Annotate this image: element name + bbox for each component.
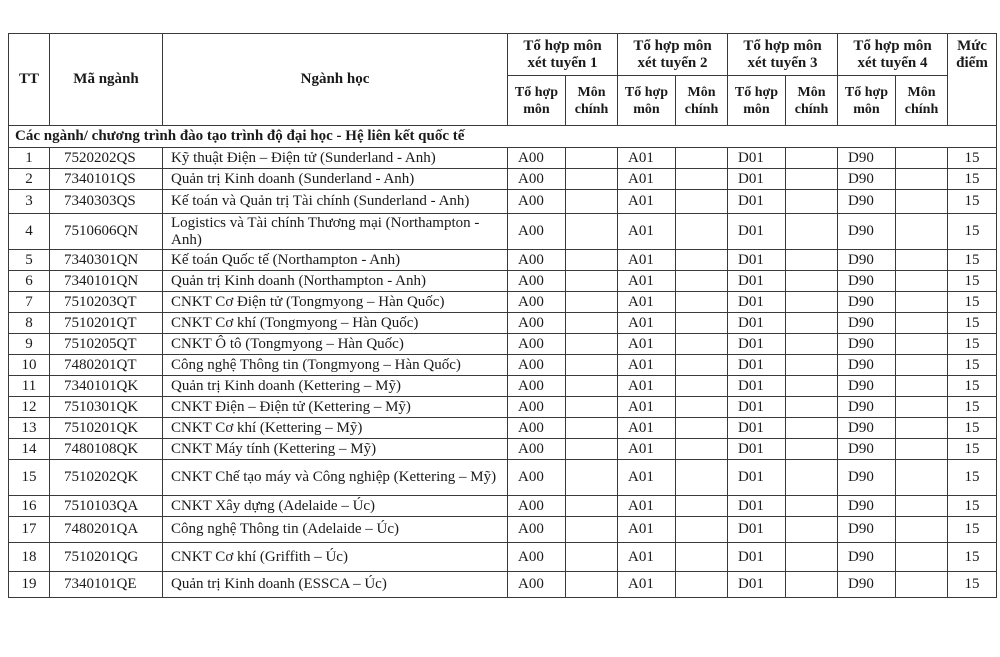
row-code: 7510205QT bbox=[50, 334, 163, 355]
row-combo-2: A01 bbox=[618, 313, 676, 334]
row-main-1 bbox=[566, 169, 618, 190]
row-combo-2: A01 bbox=[618, 148, 676, 169]
row-main-3 bbox=[786, 334, 838, 355]
row-code: 7340303QS bbox=[50, 190, 163, 214]
row-tt: 17 bbox=[9, 517, 50, 543]
header-score: Mức điểm bbox=[948, 34, 997, 126]
row-combo-3: D01 bbox=[728, 496, 786, 517]
row-name: Logistics và Tài chính Thương mại (Northampton - Anh) bbox=[163, 214, 508, 250]
row-combo-3: D01 bbox=[728, 397, 786, 418]
row-main-3 bbox=[786, 517, 838, 543]
row-main-4 bbox=[896, 496, 948, 517]
row-combo-4: D90 bbox=[838, 292, 896, 313]
row-main-3 bbox=[786, 418, 838, 439]
row-code: 7510103QA bbox=[50, 496, 163, 517]
row-main-4 bbox=[896, 214, 948, 250]
row-combo-1: A00 bbox=[508, 271, 566, 292]
row-code: 7340101QN bbox=[50, 271, 163, 292]
row-score: 15 bbox=[948, 397, 997, 418]
row-main-2 bbox=[676, 376, 728, 397]
row-combo-3: D01 bbox=[728, 169, 786, 190]
row-score: 15 bbox=[948, 250, 997, 271]
row-combo-1: A00 bbox=[508, 355, 566, 376]
header-combo-3: Tổ hợp môn xét tuyển 3 bbox=[728, 34, 838, 76]
row-tt: 19 bbox=[9, 572, 50, 598]
row-main-4 bbox=[896, 517, 948, 543]
row-main-2 bbox=[676, 169, 728, 190]
table-row bbox=[9, 271, 997, 292]
row-name: Kế toán Quốc tế (Northampton - Anh) bbox=[163, 250, 508, 271]
row-main-1 bbox=[566, 572, 618, 598]
row-combo-2: A01 bbox=[618, 292, 676, 313]
row-combo-4: D90 bbox=[838, 460, 896, 496]
row-code: 7510201QT bbox=[50, 313, 163, 334]
row-main-3 bbox=[786, 460, 838, 496]
row-code: 7480201QT bbox=[50, 355, 163, 376]
row-combo-1: A00 bbox=[508, 517, 566, 543]
row-combo-2: A01 bbox=[618, 271, 676, 292]
row-main-2 bbox=[676, 418, 728, 439]
row-name: CNKT Máy tính (Kettering – Mỹ) bbox=[163, 439, 508, 460]
row-combo-4: D90 bbox=[838, 543, 896, 572]
row-combo-4: D90 bbox=[838, 418, 896, 439]
row-combo-1: A00 bbox=[508, 169, 566, 190]
row-combo-3: D01 bbox=[728, 334, 786, 355]
row-main-4 bbox=[896, 460, 948, 496]
row-score: 15 bbox=[948, 418, 997, 439]
row-tt: 6 bbox=[9, 271, 50, 292]
row-combo-2: A01 bbox=[618, 572, 676, 598]
row-main-1 bbox=[566, 190, 618, 214]
row-combo-4: D90 bbox=[838, 355, 896, 376]
table-row bbox=[9, 148, 997, 169]
row-combo-4: D90 bbox=[838, 313, 896, 334]
row-name: Quản trị Kinh doanh (Northampton - Anh) bbox=[163, 271, 508, 292]
table-row bbox=[9, 460, 997, 496]
row-main-2 bbox=[676, 439, 728, 460]
table-row bbox=[9, 292, 997, 313]
row-code: 7480108QK bbox=[50, 439, 163, 460]
table-row bbox=[9, 517, 997, 543]
table-row bbox=[9, 572, 997, 598]
header-combo-2: Tổ hợp môn xét tuyển 2 bbox=[618, 34, 728, 76]
header-combo-1: Tổ hợp môn xét tuyển 1 bbox=[508, 34, 618, 76]
row-combo-2: A01 bbox=[618, 543, 676, 572]
table-row bbox=[9, 355, 997, 376]
row-combo-1: A00 bbox=[508, 543, 566, 572]
row-name: Công nghệ Thông tin (Tongmyong – Hàn Quốc) bbox=[163, 355, 508, 376]
row-code: 7510301QK bbox=[50, 397, 163, 418]
row-main-4 bbox=[896, 439, 948, 460]
row-combo-2: A01 bbox=[618, 250, 676, 271]
row-main-4 bbox=[896, 418, 948, 439]
row-main-1 bbox=[566, 334, 618, 355]
row-main-3 bbox=[786, 313, 838, 334]
row-name: Quản trị Kinh doanh (ESSCA – Úc) bbox=[163, 572, 508, 598]
row-main-2 bbox=[676, 460, 728, 496]
row-main-1 bbox=[566, 517, 618, 543]
row-combo-2: A01 bbox=[618, 397, 676, 418]
row-code: 7340101QK bbox=[50, 376, 163, 397]
row-main-2 bbox=[676, 148, 728, 169]
row-combo-2: A01 bbox=[618, 376, 676, 397]
row-tt: 3 bbox=[9, 190, 50, 214]
row-score: 15 bbox=[948, 543, 997, 572]
row-tt: 10 bbox=[9, 355, 50, 376]
row-main-3 bbox=[786, 214, 838, 250]
row-combo-3: D01 bbox=[728, 572, 786, 598]
header-name: Ngành học bbox=[163, 34, 508, 126]
row-combo-4: D90 bbox=[838, 214, 896, 250]
row-main-2 bbox=[676, 250, 728, 271]
row-main-4 bbox=[896, 572, 948, 598]
admission-table bbox=[8, 33, 997, 598]
row-score: 15 bbox=[948, 169, 997, 190]
row-combo-2: A01 bbox=[618, 169, 676, 190]
row-combo-3: D01 bbox=[728, 271, 786, 292]
row-main-2 bbox=[676, 292, 728, 313]
row-combo-2: A01 bbox=[618, 214, 676, 250]
row-score: 15 bbox=[948, 517, 997, 543]
row-combo-4: D90 bbox=[838, 439, 896, 460]
row-combo-3: D01 bbox=[728, 418, 786, 439]
row-score: 15 bbox=[948, 376, 997, 397]
header-sub-main-4: Môn chính bbox=[896, 76, 948, 126]
header-sub-combo-4: Tổ hợp môn bbox=[838, 76, 896, 126]
row-combo-1: A00 bbox=[508, 313, 566, 334]
row-code: 7510606QN bbox=[50, 214, 163, 250]
row-tt: 15 bbox=[9, 460, 50, 496]
row-combo-1: A00 bbox=[508, 292, 566, 313]
row-combo-3: D01 bbox=[728, 517, 786, 543]
row-score: 15 bbox=[948, 439, 997, 460]
row-name: CNKT Điện – Điện tử (Kettering – Mỹ) bbox=[163, 397, 508, 418]
row-combo-3: D01 bbox=[728, 355, 786, 376]
row-tt: 5 bbox=[9, 250, 50, 271]
table-row bbox=[9, 214, 997, 250]
row-main-2 bbox=[676, 572, 728, 598]
row-score: 15 bbox=[948, 271, 997, 292]
row-main-3 bbox=[786, 543, 838, 572]
row-main-3 bbox=[786, 169, 838, 190]
row-code: 7340101QS bbox=[50, 169, 163, 190]
header-tt: TT bbox=[9, 34, 50, 126]
row-combo-2: A01 bbox=[618, 496, 676, 517]
row-main-4 bbox=[896, 543, 948, 572]
row-name: Quản trị Kinh doanh (Kettering – Mỹ) bbox=[163, 376, 508, 397]
row-code: 7520202QS bbox=[50, 148, 163, 169]
row-combo-2: A01 bbox=[618, 460, 676, 496]
row-combo-2: A01 bbox=[618, 190, 676, 214]
row-main-1 bbox=[566, 418, 618, 439]
row-combo-3: D01 bbox=[728, 190, 786, 214]
row-main-1 bbox=[566, 148, 618, 169]
row-main-2 bbox=[676, 190, 728, 214]
row-name: CNKT Cơ khí (Kettering – Mỹ) bbox=[163, 418, 508, 439]
row-tt: 4 bbox=[9, 214, 50, 250]
row-name: CNKT Ô tô (Tongmyong – Hàn Quốc) bbox=[163, 334, 508, 355]
row-score: 15 bbox=[948, 572, 997, 598]
table-row bbox=[9, 376, 997, 397]
row-code: 7510203QT bbox=[50, 292, 163, 313]
row-score: 15 bbox=[948, 214, 997, 250]
row-combo-2: A01 bbox=[618, 517, 676, 543]
table-body bbox=[9, 126, 997, 598]
row-name: CNKT Cơ khí (Griffith – Úc) bbox=[163, 543, 508, 572]
row-score: 15 bbox=[948, 148, 997, 169]
row-main-3 bbox=[786, 355, 838, 376]
header-row-groups bbox=[9, 34, 997, 76]
row-score: 15 bbox=[948, 334, 997, 355]
section-title: Các ngành/ chương trình đào tạo trình độ đại học - Hệ liên kết quốc tế bbox=[9, 126, 997, 148]
header-combo-4: Tổ hợp môn xét tuyển 4 bbox=[838, 34, 948, 76]
row-combo-1: A00 bbox=[508, 250, 566, 271]
row-main-2 bbox=[676, 271, 728, 292]
row-combo-1: A00 bbox=[508, 572, 566, 598]
row-combo-1: A00 bbox=[508, 190, 566, 214]
row-name: CNKT Cơ khí (Tongmyong – Hàn Quốc) bbox=[163, 313, 508, 334]
row-code: 7510201QK bbox=[50, 418, 163, 439]
row-main-4 bbox=[896, 397, 948, 418]
row-combo-1: A00 bbox=[508, 397, 566, 418]
row-combo-1: A00 bbox=[508, 460, 566, 496]
row-combo-2: A01 bbox=[618, 418, 676, 439]
row-combo-4: D90 bbox=[838, 376, 896, 397]
row-combo-1: A00 bbox=[508, 214, 566, 250]
row-combo-2: A01 bbox=[618, 439, 676, 460]
row-main-3 bbox=[786, 376, 838, 397]
row-combo-3: D01 bbox=[728, 148, 786, 169]
row-main-3 bbox=[786, 439, 838, 460]
row-main-3 bbox=[786, 148, 838, 169]
row-combo-3: D01 bbox=[728, 460, 786, 496]
row-main-4 bbox=[896, 250, 948, 271]
row-main-2 bbox=[676, 517, 728, 543]
header-sub-combo-2: Tổ hợp môn bbox=[618, 76, 676, 126]
row-main-4 bbox=[896, 292, 948, 313]
row-tt: 8 bbox=[9, 313, 50, 334]
row-combo-4: D90 bbox=[838, 190, 896, 214]
row-main-4 bbox=[896, 169, 948, 190]
row-combo-4: D90 bbox=[838, 250, 896, 271]
row-main-2 bbox=[676, 313, 728, 334]
row-combo-1: A00 bbox=[508, 439, 566, 460]
row-combo-4: D90 bbox=[838, 397, 896, 418]
row-main-2 bbox=[676, 543, 728, 572]
row-combo-1: A00 bbox=[508, 376, 566, 397]
table-row bbox=[9, 543, 997, 572]
row-combo-3: D01 bbox=[728, 250, 786, 271]
row-main-1 bbox=[566, 355, 618, 376]
row-combo-4: D90 bbox=[838, 572, 896, 598]
row-main-2 bbox=[676, 355, 728, 376]
row-main-4 bbox=[896, 313, 948, 334]
header-sub-combo-3: Tổ hợp môn bbox=[728, 76, 786, 126]
row-main-1 bbox=[566, 214, 618, 250]
row-tt: 12 bbox=[9, 397, 50, 418]
row-combo-3: D01 bbox=[728, 543, 786, 572]
row-main-4 bbox=[896, 190, 948, 214]
row-main-3 bbox=[786, 271, 838, 292]
row-main-1 bbox=[566, 496, 618, 517]
row-combo-2: A01 bbox=[618, 355, 676, 376]
row-code: 7510202QK bbox=[50, 460, 163, 496]
row-score: 15 bbox=[948, 313, 997, 334]
row-main-3 bbox=[786, 250, 838, 271]
header-sub-combo-1: Tổ hợp môn bbox=[508, 76, 566, 126]
table-row bbox=[9, 418, 997, 439]
table-row bbox=[9, 190, 997, 214]
row-tt: 11 bbox=[9, 376, 50, 397]
row-score: 15 bbox=[948, 190, 997, 214]
header-code: Mã ngành bbox=[50, 34, 163, 126]
row-combo-4: D90 bbox=[838, 169, 896, 190]
row-main-3 bbox=[786, 397, 838, 418]
table-row bbox=[9, 397, 997, 418]
table-row bbox=[9, 169, 997, 190]
row-combo-1: A00 bbox=[508, 496, 566, 517]
row-combo-3: D01 bbox=[728, 292, 786, 313]
row-main-4 bbox=[896, 355, 948, 376]
row-tt: 1 bbox=[9, 148, 50, 169]
table-row bbox=[9, 250, 997, 271]
row-tt: 7 bbox=[9, 292, 50, 313]
row-main-3 bbox=[786, 190, 838, 214]
row-score: 15 bbox=[948, 496, 997, 517]
row-main-2 bbox=[676, 397, 728, 418]
table-row bbox=[9, 496, 997, 517]
row-main-4 bbox=[896, 148, 948, 169]
row-main-4 bbox=[896, 334, 948, 355]
row-main-1 bbox=[566, 250, 618, 271]
row-combo-3: D01 bbox=[728, 376, 786, 397]
row-main-4 bbox=[896, 376, 948, 397]
header-sub-main-3: Môn chính bbox=[786, 76, 838, 126]
row-main-3 bbox=[786, 292, 838, 313]
row-combo-1: A00 bbox=[508, 148, 566, 169]
row-code: 7510201QG bbox=[50, 543, 163, 572]
row-tt: 9 bbox=[9, 334, 50, 355]
row-score: 15 bbox=[948, 460, 997, 496]
row-main-1 bbox=[566, 543, 618, 572]
row-name: CNKT Chế tạo máy và Công nghiệp (Kettering – Mỹ) bbox=[163, 460, 508, 496]
row-combo-3: D01 bbox=[728, 214, 786, 250]
row-main-1 bbox=[566, 271, 618, 292]
row-main-1 bbox=[566, 313, 618, 334]
row-main-2 bbox=[676, 496, 728, 517]
row-combo-1: A00 bbox=[508, 334, 566, 355]
row-code: 7340101QE bbox=[50, 572, 163, 598]
row-code: 7480201QA bbox=[50, 517, 163, 543]
row-tt: 18 bbox=[9, 543, 50, 572]
row-main-1 bbox=[566, 376, 618, 397]
row-name: Kỹ thuật Điện – Điện tử (Sunderland - Anh) bbox=[163, 148, 508, 169]
row-main-1 bbox=[566, 460, 618, 496]
row-tt: 16 bbox=[9, 496, 50, 517]
row-score: 15 bbox=[948, 355, 997, 376]
row-main-1 bbox=[566, 439, 618, 460]
table-row bbox=[9, 334, 997, 355]
row-name: Kế toán và Quản trị Tài chính (Sunderland - Anh) bbox=[163, 190, 508, 214]
row-score: 15 bbox=[948, 292, 997, 313]
row-combo-2: A01 bbox=[618, 334, 676, 355]
row-name: CNKT Xây dựng (Adelaide – Úc) bbox=[163, 496, 508, 517]
header-sub-main-2: Môn chính bbox=[676, 76, 728, 126]
table-row bbox=[9, 313, 997, 334]
row-name: Công nghệ Thông tin (Adelaide – Úc) bbox=[163, 517, 508, 543]
row-main-1 bbox=[566, 292, 618, 313]
header-sub-main-1: Môn chính bbox=[566, 76, 618, 126]
section-row bbox=[9, 126, 997, 148]
row-name: Quản trị Kinh doanh (Sunderland - Anh) bbox=[163, 169, 508, 190]
row-main-3 bbox=[786, 496, 838, 517]
row-combo-3: D01 bbox=[728, 313, 786, 334]
row-main-4 bbox=[896, 271, 948, 292]
row-code: 7340301QN bbox=[50, 250, 163, 271]
row-tt: 14 bbox=[9, 439, 50, 460]
row-name: CNKT Cơ Điện tử (Tongmyong – Hàn Quốc) bbox=[163, 292, 508, 313]
row-combo-3: D01 bbox=[728, 439, 786, 460]
row-combo-4: D90 bbox=[838, 271, 896, 292]
row-main-2 bbox=[676, 214, 728, 250]
row-combo-4: D90 bbox=[838, 517, 896, 543]
row-tt: 13 bbox=[9, 418, 50, 439]
row-main-1 bbox=[566, 397, 618, 418]
row-tt: 2 bbox=[9, 169, 50, 190]
row-combo-4: D90 bbox=[838, 334, 896, 355]
row-main-2 bbox=[676, 334, 728, 355]
table-row bbox=[9, 439, 997, 460]
row-main-3 bbox=[786, 572, 838, 598]
row-combo-4: D90 bbox=[838, 148, 896, 169]
row-combo-1: A00 bbox=[508, 418, 566, 439]
row-combo-4: D90 bbox=[838, 496, 896, 517]
